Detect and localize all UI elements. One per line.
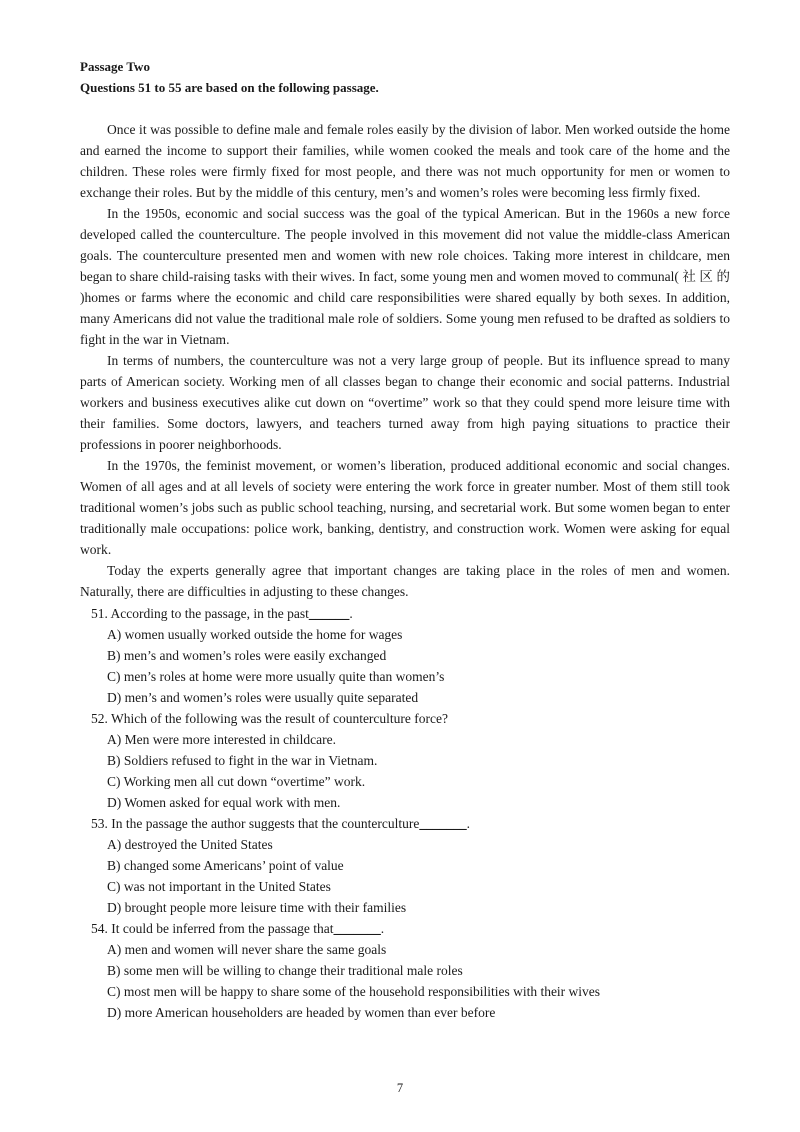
answer-option: C) most men will be happy to share some of the household responsibilities with their wives bbox=[107, 984, 601, 999]
answer-option: B) some men will be willing to change their traditional male roles bbox=[107, 963, 463, 978]
passage-paragraph: Once it was possible to define male and female roles easily by the division of labor. Men worked outside the home and earned the income to support their families, while women cooked the meals and took care of the home and the children. These roles were firmly fixed for most people, and there was not much opportunity for men or women to exchange their roles. But by the middle of this century, men’s and women’s roles were becoming less firmly fixed. bbox=[80, 122, 730, 200]
page-number: 7 bbox=[396, 1081, 404, 1095]
question-stem: 53. In the passage the author suggests that the counterculture_______. bbox=[91, 816, 471, 831]
answer-option: D) brought people more leisure time with their families bbox=[107, 900, 407, 915]
passage-paragraph: In terms of numbers, the counterculture was not a very large group of people. But its influence spread to many parts of American society. Working men of all classes began to change their economic and social patterns. Industrial workers and business executives alike cut down on “overtime” work so that they could spend more leisure time with their families. Some doctors, lawyers, and teachers turned away from high paying situations to practice their professions in poorer neighborhoods. bbox=[80, 353, 730, 452]
answer-option: C) men’s roles at home were more usually quite than women’s bbox=[107, 669, 445, 684]
passage-paragraph: In the 1950s, economic and social success was the goal of the typical American. But in the 1960s a new force developed called the counterculture. The people involved in this movement did not value the middle-class American goals. The counterculture presented men and women with new role choices. Taking more interest in childcare, men began to share child-raising tasks with their wives. In fact, some young men and women moved to communal( 社 区 的 )homes or farms where the economic and child care responsibilities were shared equally by both sexes. In addition, many Americans did not value the traditional male role of soldiers. Some young men refused to be drafted as soldiers to fight in the war in Vietnam. bbox=[80, 206, 730, 347]
answer-blank: _______ bbox=[333, 921, 381, 936]
answer-option: D) Women asked for equal work with men. bbox=[107, 795, 341, 810]
page-content bbox=[80, 56, 730, 1023]
answer-option: C) Working men all cut down “overtime” work. bbox=[107, 774, 366, 789]
question-list bbox=[80, 603, 730, 1023]
answer-option: A) women usually worked outside the home for wages bbox=[107, 627, 403, 642]
passage-paragraph: In the 1970s, the feminist movement, or women’s liberation, produced additional economic and social changes. Women of all ages and at all levels of society were entering the work force in greater number. Most of them still took traditional women’s jobs such as public school teaching, nursing, and secretarial work. But some women began to enter traditionally male occupations: police work, banking, dentistry, and construction work. Women were asking for equal work. bbox=[80, 458, 730, 557]
question-stem: 51. According to the passage, in the past______. bbox=[91, 606, 353, 621]
answer-option: A) men and women will never share the same goals bbox=[107, 942, 387, 957]
passage-paragraph: Today the experts generally agree that important changes are taking place in the roles of men and women. Naturally, there are difficulties in adjusting to these changes. bbox=[80, 563, 730, 599]
question-stem: 52. Which of the following was the result of counterculture force? bbox=[91, 711, 449, 726]
answer-blank: _______ bbox=[419, 816, 467, 831]
question-53 bbox=[80, 813, 730, 918]
question-51 bbox=[80, 603, 730, 708]
answer-blank: ______ bbox=[308, 606, 350, 621]
answer-option: D) men’s and women’s roles were usually quite separated bbox=[107, 690, 419, 705]
answer-option: A) Men were more interested in childcare. bbox=[107, 732, 337, 747]
answer-option: D) more American householders are headed by women than ever before bbox=[107, 1005, 496, 1020]
answer-option: B) Soldiers refused to fight in the war in Vietnam. bbox=[107, 753, 378, 768]
answer-option: A) destroyed the United States bbox=[107, 837, 273, 852]
answer-option: C) was not important in the United States bbox=[107, 879, 331, 894]
question-stem: 54. It could be inferred from the passage that_______. bbox=[91, 921, 385, 936]
spacer bbox=[80, 98, 730, 119]
answer-option: B) changed some Americans’ point of value bbox=[107, 858, 344, 873]
passage-instruction: Questions 51 to 55 are based on the following passage. bbox=[80, 80, 379, 95]
question-54 bbox=[80, 918, 730, 1023]
answer-option: B) men’s and women’s roles were easily exchanged bbox=[107, 648, 387, 663]
passage-label: Passage Two bbox=[80, 59, 150, 74]
question-52 bbox=[80, 708, 730, 813]
